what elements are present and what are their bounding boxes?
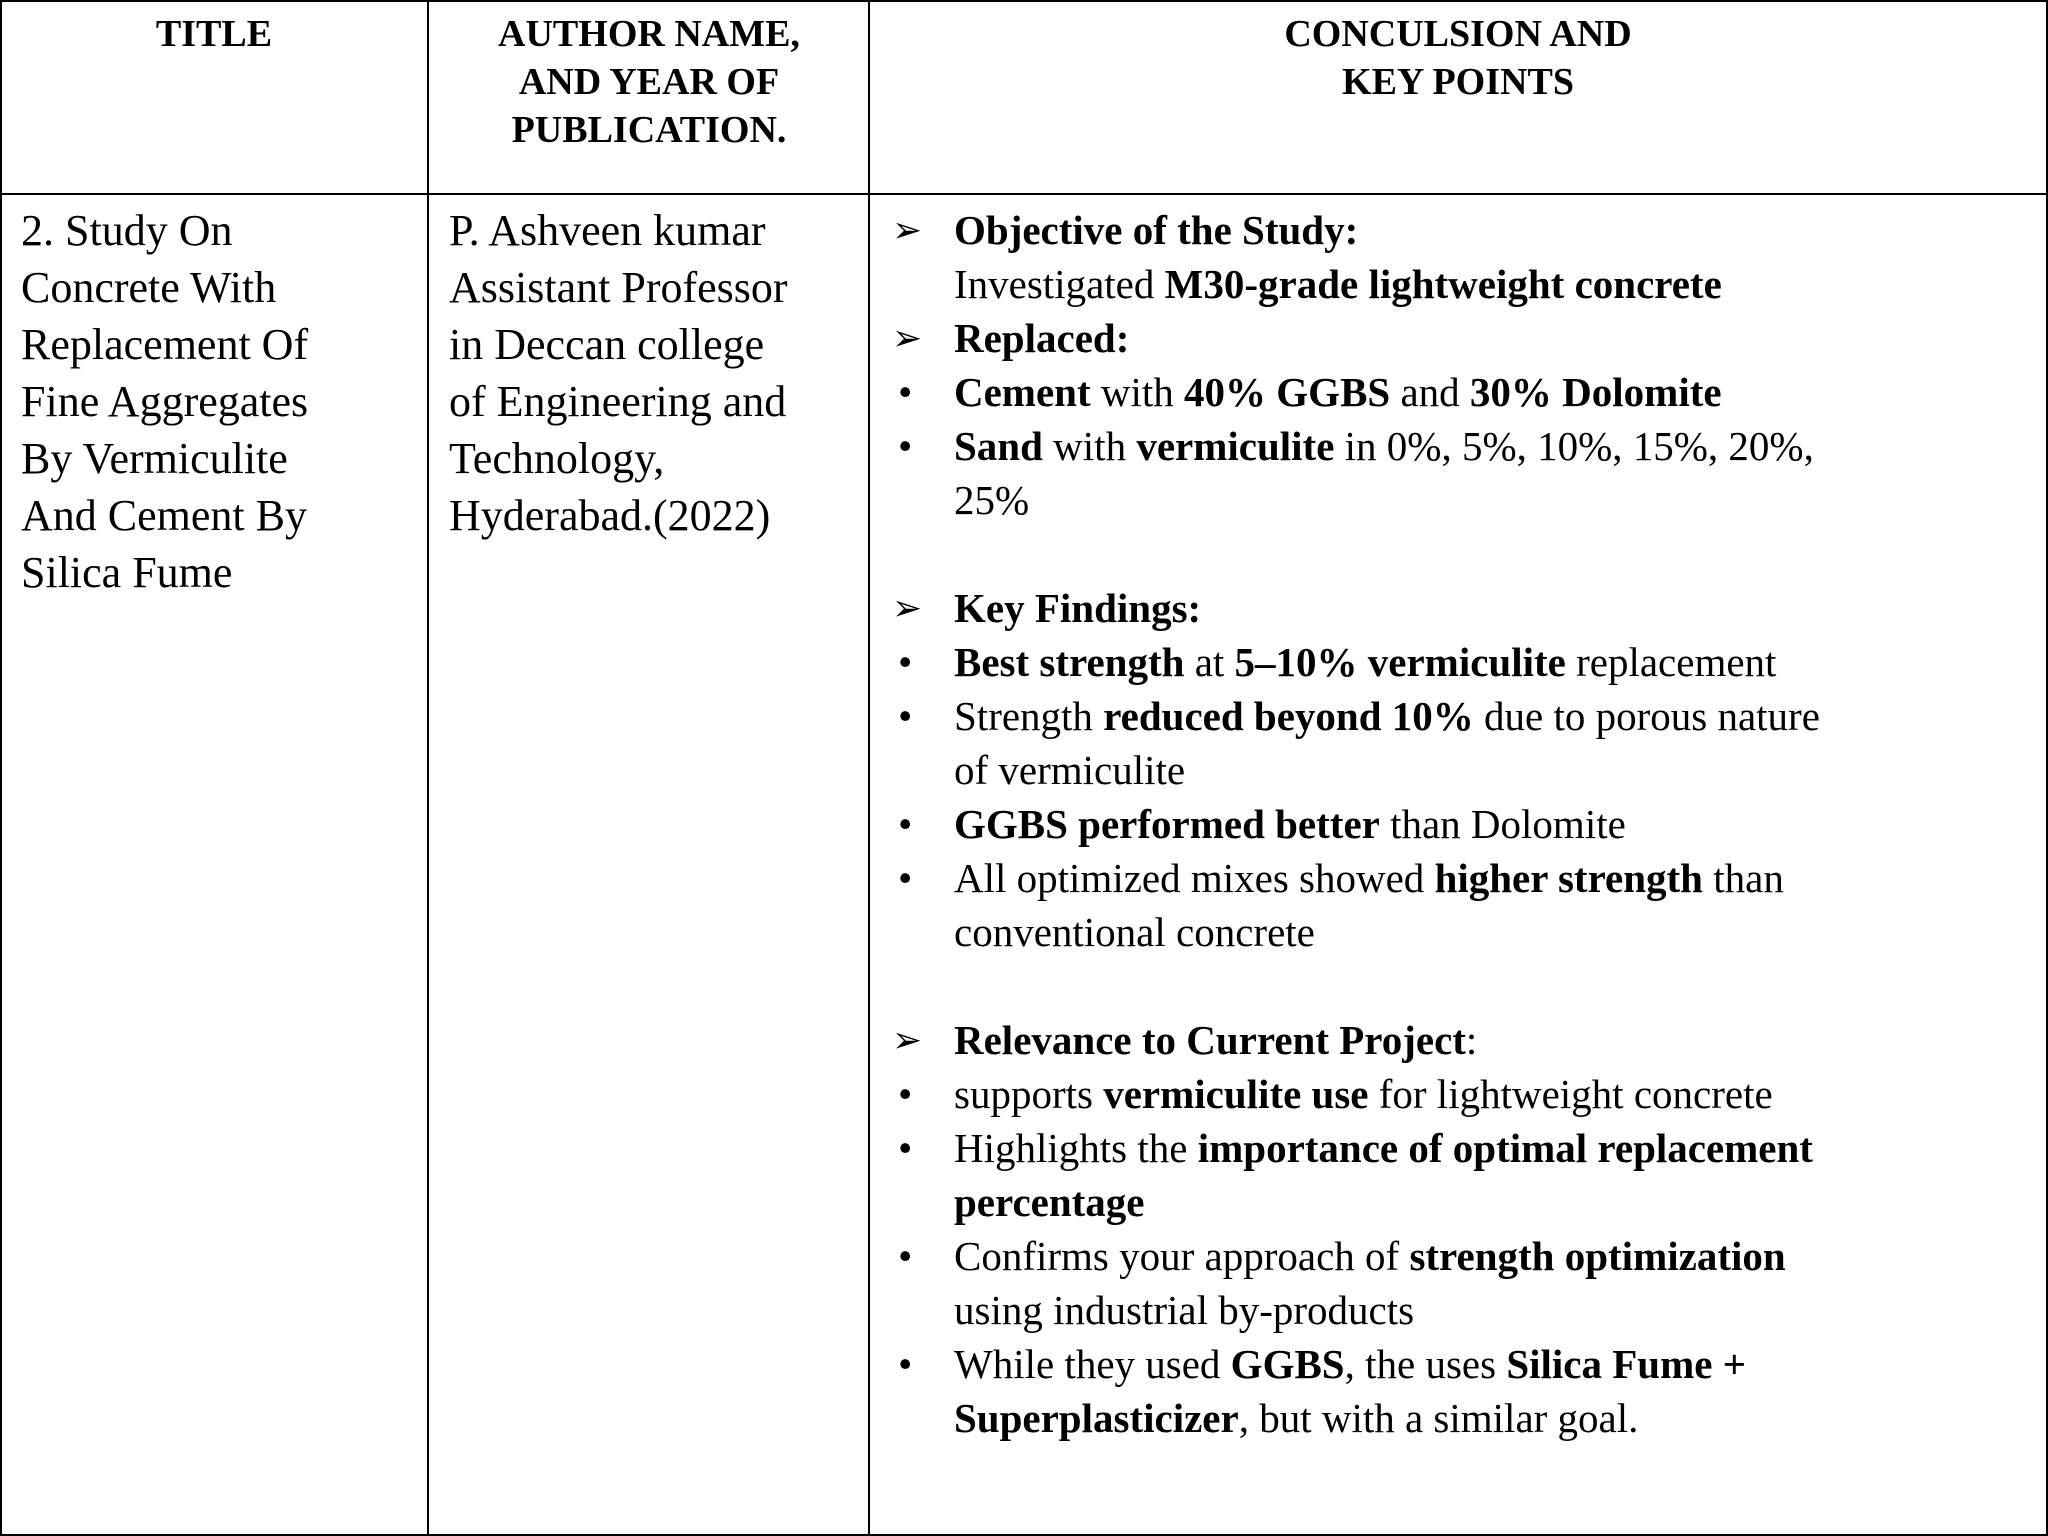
item-bold: GGBS performed better <box>954 801 1380 847</box>
item-bold: vermiculite <box>1136 423 1335 469</box>
item-bold: reduced beyond 10% <box>1103 693 1474 739</box>
bullet-icon: • <box>898 1071 913 1117</box>
list-item-continuation <box>890 1283 2030 1337</box>
cell-conclusion-key-points <box>890 203 2030 1445</box>
item-bold: vermiculite use <box>1103 1071 1369 1117</box>
item-text: due to porous nature <box>1473 693 1820 739</box>
list-item-continuation <box>890 473 2030 527</box>
item-text: Strength <box>954 693 1104 739</box>
header-row-divider <box>0 193 2048 195</box>
list-item <box>890 365 2030 419</box>
header-conclusion-key-points: CONCULSION AND KEY POINTS <box>1284 13 1632 103</box>
item-bold: Sand <box>954 423 1043 469</box>
list-item <box>890 1229 2030 1283</box>
item-text: Highlights the <box>954 1125 1198 1171</box>
item-text: with <box>1042 423 1137 469</box>
item-text: than <box>1702 855 1784 901</box>
item-bold: 40% GGBS <box>1184 369 1391 415</box>
item-text: All optimized mixes showed <box>954 855 1435 901</box>
arrow-bullet-icon: ➢ <box>892 588 923 628</box>
cell-study-title: 2. Study On Concrete With Replacement Of Fine Aggregates By Vermiculite And Cement By Silica Fume <box>21 206 309 597</box>
list-item <box>890 1067 2030 1121</box>
replaced-heading: Replaced: <box>954 315 1130 361</box>
arrow-bullet-icon: ➢ <box>892 210 923 250</box>
item-text: replacement <box>1565 639 1777 685</box>
relevance-heading: Relevance to Current Project <box>954 1017 1466 1063</box>
column-divider-2 <box>868 0 870 1536</box>
list-item <box>890 635 2030 689</box>
objective-heading: Objective of the Study: <box>954 207 1359 253</box>
item-bold: Superplasticizer <box>954 1395 1239 1441</box>
header-title: TITLE <box>155 13 273 55</box>
item-text: for lightweight concrete <box>1368 1071 1773 1117</box>
list-item-continuation <box>890 1391 2030 1445</box>
list-item <box>890 419 2030 473</box>
header-author-year: AUTHOR NAME, AND YEAR OF PUBLICATION. <box>498 13 800 151</box>
item-text: of vermiculite <box>954 747 1186 793</box>
relevance-heading-line <box>890 1013 2030 1067</box>
arrow-bullet-icon: ➢ <box>892 1020 923 1060</box>
objective-text: Investigated <box>954 261 1165 307</box>
bullet-icon: • <box>898 801 913 847</box>
objective-text-bold: M30-grade lightweight concrete <box>1164 261 1722 307</box>
item-bold: Cement <box>954 369 1091 415</box>
item-text: and <box>1390 369 1470 415</box>
bullet-icon: • <box>898 639 913 685</box>
item-text: with <box>1090 369 1185 415</box>
bullet-icon: • <box>898 693 913 739</box>
list-item <box>890 1121 2030 1175</box>
item-bold: percentage <box>954 1179 1145 1225</box>
item-bold: Best strength <box>954 639 1185 685</box>
list-item-continuation <box>890 905 2030 959</box>
bullet-icon: • <box>898 423 913 469</box>
item-text: than Dolomite <box>1379 801 1626 847</box>
list-item <box>890 797 2030 851</box>
item-text: While they used <box>954 1341 1231 1387</box>
list-item <box>890 689 2030 743</box>
item-text: at <box>1184 639 1235 685</box>
cell-author-year: P. Ashveen kumar Assistant Professor in Deccan college of Engineering and Technology, Hyderabad.(2022) <box>449 206 788 540</box>
findings-heading: Key Findings: <box>954 585 1202 631</box>
replaced-heading-line <box>890 311 2030 365</box>
item-bold: Silica Fume + <box>1506 1341 1747 1387</box>
bullet-icon: • <box>898 369 913 415</box>
objective-text-line <box>890 257 2030 311</box>
item-bold: 30% Dolomite <box>1469 369 1722 415</box>
column-divider-1 <box>427 0 429 1536</box>
list-item-continuation <box>890 1175 2030 1229</box>
item-text: , but with a similar goal. <box>1238 1395 1639 1441</box>
item-text: in 0%, 5%, 10%, 15%, 20%, <box>1334 423 1814 469</box>
item-text: Confirms your approach of <box>954 1233 1410 1279</box>
item-bold: GGBS <box>1230 1341 1345 1387</box>
list-item-continuation <box>890 743 2030 797</box>
item-bold: strength optimization <box>1409 1233 1786 1279</box>
list-item <box>890 851 2030 905</box>
bullet-icon: • <box>898 1125 913 1171</box>
findings-heading-line <box>890 581 2030 635</box>
item-bold: 5–10% vermiculite <box>1234 639 1566 685</box>
item-text: 25% <box>954 477 1030 523</box>
item-text: , the uses <box>1344 1341 1507 1387</box>
bullet-icon: • <box>898 855 913 901</box>
bullet-icon: • <box>898 1341 913 1387</box>
list-item <box>890 1337 2030 1391</box>
item-bold: importance of optimal replacement <box>1197 1125 1813 1171</box>
bullet-icon: • <box>898 1233 913 1279</box>
item-text: using industrial by-products <box>954 1287 1415 1333</box>
item-bold: higher strength <box>1434 855 1703 901</box>
item-text: conventional concrete <box>954 909 1315 955</box>
relevance-heading-colon: : <box>1465 1017 1478 1063</box>
item-text: supports <box>954 1071 1104 1117</box>
objective-heading-line <box>890 203 2030 257</box>
arrow-bullet-icon: ➢ <box>892 318 923 358</box>
